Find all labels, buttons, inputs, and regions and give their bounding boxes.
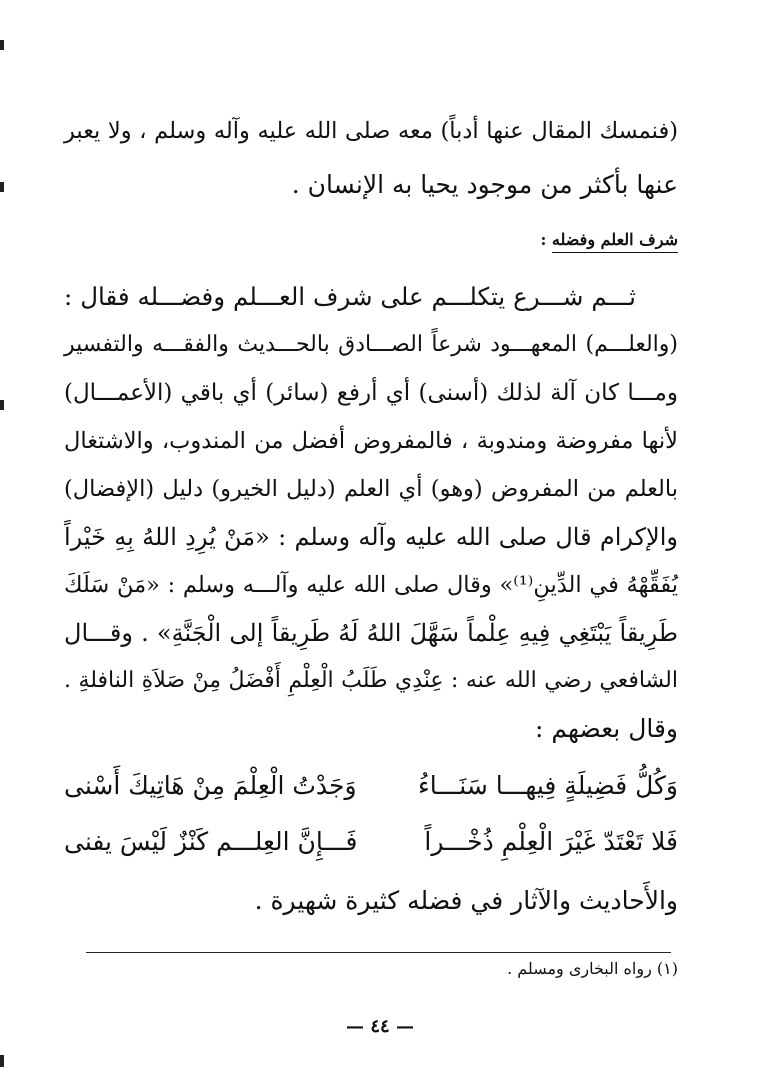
poem-first-hemistich: وَكُلُّ فَضِيلَةٍ فِيهـــا سَنَـــاءُ bbox=[417, 771, 678, 800]
section-heading bbox=[540, 226, 678, 254]
footnote-separator bbox=[86, 952, 671, 953]
poem-verse bbox=[64, 814, 678, 870]
text-line: ومـــا كان آلة لذلك (أسنى) أي أرفع (سائر) أي باقي (الأعمـــال) bbox=[64, 380, 678, 406]
text-line: لأنها مفروضة ومندوبة ، فالمفروض أفضل من المندوب، والاشتغال bbox=[64, 428, 678, 454]
text-line: والإكرام قال صلى الله عليه وآله وسلم : «مَنْ يُرِدِ اللهُ بِهِ خَيْراً bbox=[64, 523, 678, 551]
text-line: طَرِيقاً يَبْتَغِي فِيهِ عِلْماً سَهَّلَ اللهُ لَهُ طَرِيقاً إلى الْجَنَّةِ» . وقـــال bbox=[64, 619, 678, 647]
poem-second-hemistich: وَجَدْتُ الْعِلْمَ مِنْ هَاتِيكَ أَسْنى bbox=[64, 771, 357, 800]
poem-first-hemistich: فَلا تَعْتَدّ غَيْرَ الْعِلْمِ ذُخْـــراً bbox=[424, 827, 678, 856]
text-line: (والعلـــم) المعهـــود شرعاً الصـــادق بالحـــديث والفقـــه والتفسير bbox=[64, 332, 678, 357]
footnote: (١) رواه البخارى ومسلم . bbox=[507, 959, 678, 978]
section-heading-colon: : bbox=[540, 230, 547, 249]
text-line: (فنمسك المقال عنها أدباً) معه صلى الله عليه وآله وسلم ، ولا يعبر bbox=[64, 118, 678, 144]
scan-edge-mark bbox=[0, 40, 4, 50]
scan-edge-mark bbox=[0, 182, 4, 192]
section-heading-title: شرف العلم وفضله bbox=[552, 230, 678, 253]
scan-edge-mark bbox=[0, 1055, 4, 1067]
text-line: بالعلم من المفروض (وهو) أي العلم (دليل الخيرو) دليل (الإفضال) bbox=[64, 476, 678, 502]
text-line: ثـــم شـــرع يتكلـــم على شرف العـــلم وفضـــله فقال : bbox=[64, 282, 636, 311]
poem-second-hemistich: فَـــإِنَّ العِلـــم كَنْزٌ لَيْسَ يفنى bbox=[64, 827, 358, 856]
page-number: — ٤٤ — bbox=[346, 1016, 414, 1037]
scan-edge-mark bbox=[0, 400, 4, 410]
text-line: والأَحاديث والآثار في فضله كثيرة شهيرة . bbox=[254, 886, 678, 915]
text-line: الشافعي رضي الله عنه : عِنْدِي طَلَبُ الْعِلْمِ أَفْضَلُ مِنْ صَلاَةِ النافلةِ . bbox=[64, 668, 678, 693]
text-line: يُفَقِّهْهُ في الدِّينِ⁽¹⁾» وقال صلى الله عليه وآلـــه وسلم : «مَنْ سَلَكَ bbox=[64, 572, 678, 598]
text-line: وقال بعضهم : bbox=[535, 714, 678, 743]
text-line: عنها بأكثر من موجود يحيا به الإنسان . bbox=[291, 170, 678, 199]
poem-verse bbox=[64, 758, 678, 814]
